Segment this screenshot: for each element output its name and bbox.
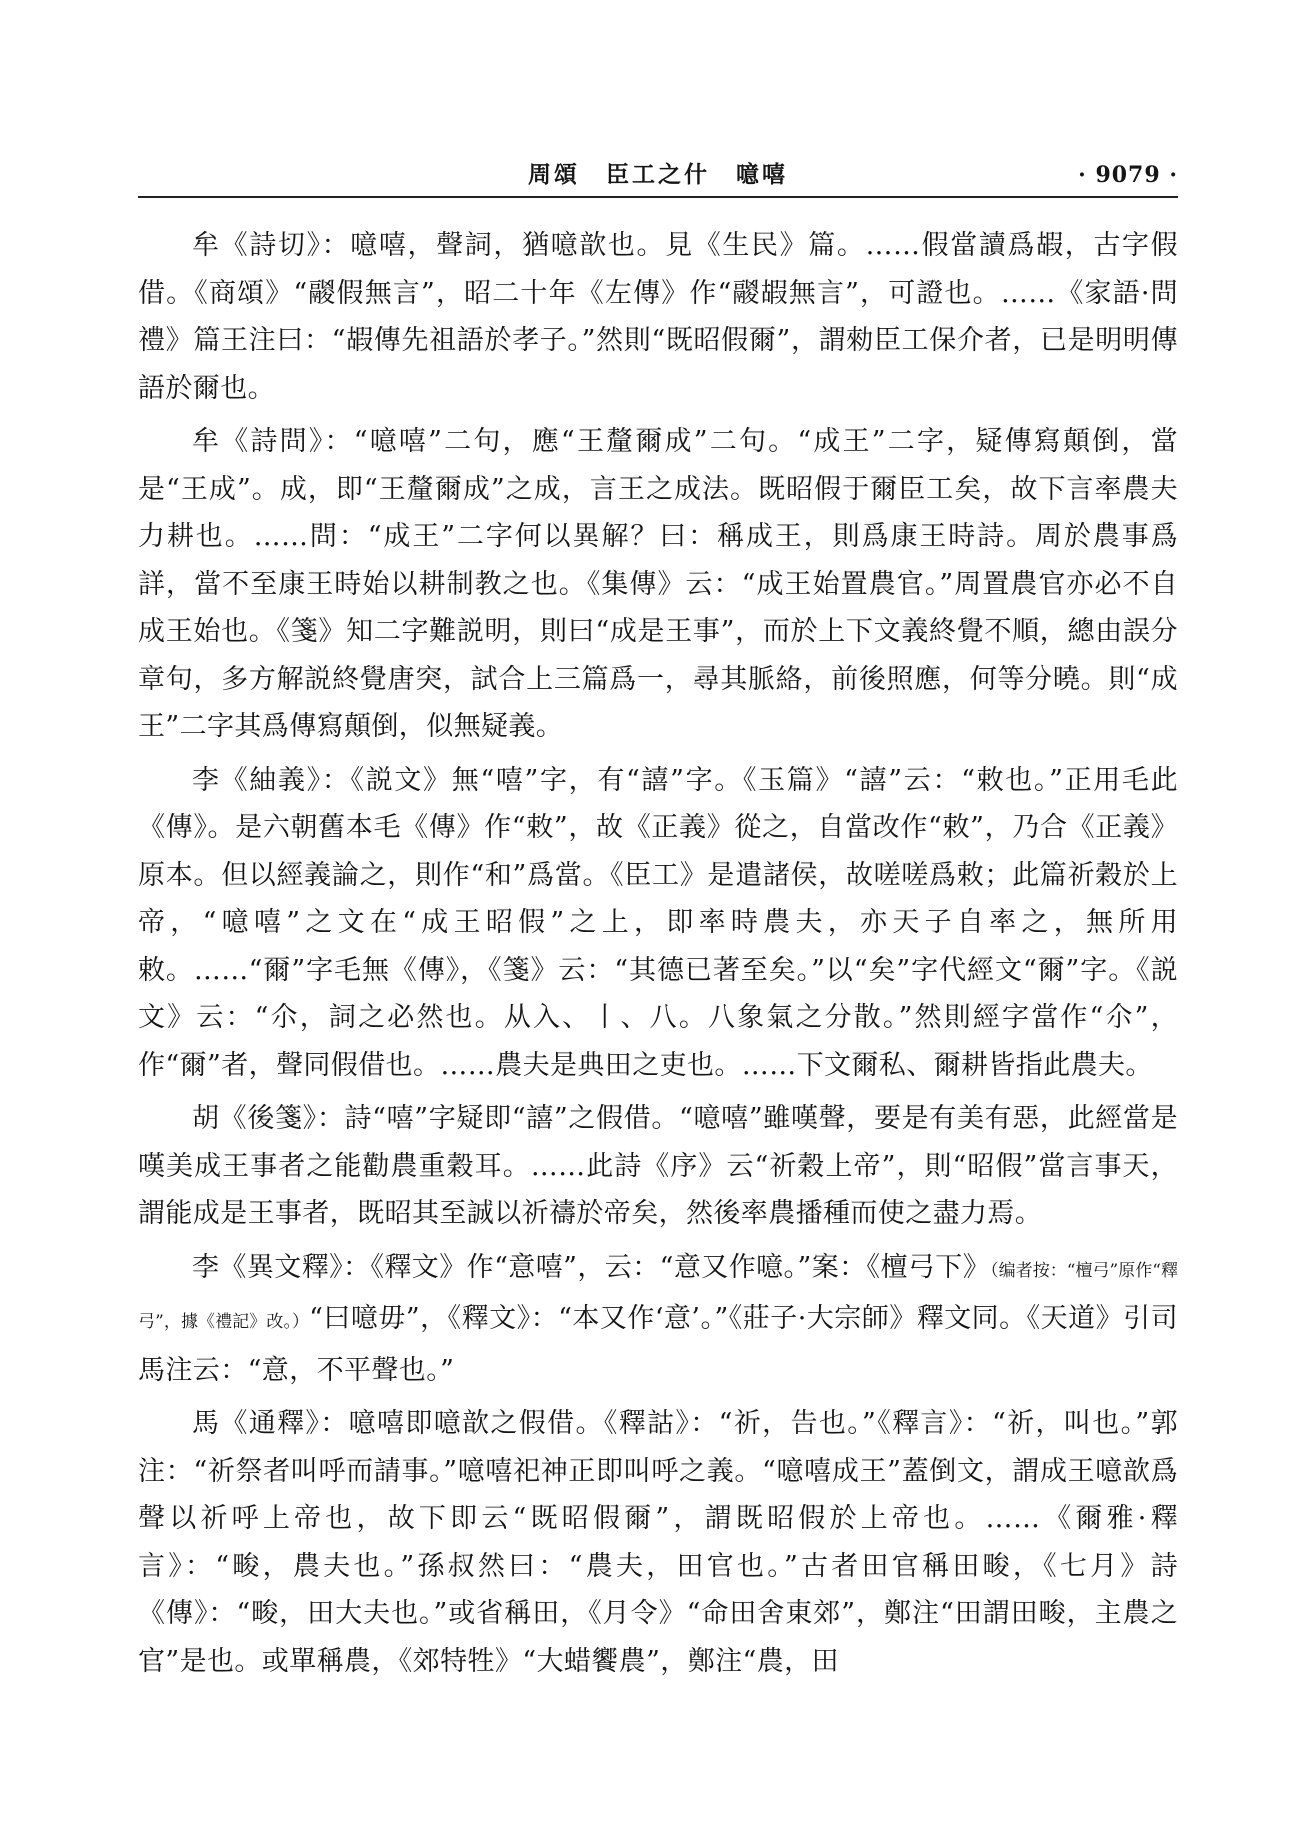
- paragraph-li-yiwenshi: [138, 1244, 1178, 1395]
- paragraph-ma-tongshi: 馬《通釋》：噫嘻即噫歆之假借。《釋詁》：“祈，告也。”《釋言》：“祈，叫也。”郭注：“祈祭者叫呼而請事。”噫嘻祀神正即叫呼之義。“噫嘻成王”蓋倒文，謂成王噫歆爲聲以祈呼上帝也，故下即云“既昭假爾”，謂既昭假於上帝也。……《爾雅·釋言》：“畯，農夫也。”孫叔然曰：“農夫，田官也。”古者田官稱田畯，《七月》詩《傳》：“畯，田大夫也。”或省稱田，《月令》“命田舍東郊”，鄭注“田謂田畯，主農之官”是也。或單稱農，《郊特牲》“大蜡饗農”，鄭注“農，田: [138, 1408, 1178, 1677]
- page-number: · 9079 ·: [1078, 162, 1178, 188]
- body-text: [138, 222, 1178, 1691]
- paragraph-text-after-note: “曰噫毋”，《釋文》：“本又作‘意’。”《莊子·大宗師》釋文同。《天道》引司馬注云：“意，不平聲也。”: [138, 1303, 1178, 1386]
- editor-note: （编者按：“檀弓”原作“釋弓”，據《禮記》改。）: [138, 1260, 1178, 1332]
- paragraph-text-before-note: 李《異文釋》：《釋文》作“意嘻”，云：“意又作噫。”案：《檀弓下》: [192, 1251, 991, 1283]
- paragraph-hu-houjian: 胡《後箋》：詩“嘻”字疑即“譆”之假借。“噫嘻”雖嘆聲，要是有美有惡，此經當是嘆美成王事者之能勸農重穀耳。……此詩《序》云“祈穀上帝”，則“昭假”當言事天，謂能成是王事者，既昭其至誠以祈禱於帝矣，然後率農播種而使之盡力焉。: [138, 1103, 1178, 1229]
- paragraph-li-chouyi: 李《紬義》：《説文》無“嘻”字，有“譆”字。《玉篇》“譆”云：“敕也。”正用毛此《傳》。是六朝舊本毛《傳》作“敕”，故《正義》從之，自當改作“敕”，乃合《正義》原本。但以經義論之，則作“和”爲當。《臣工》是遣諸侯，故嗟嗟爲敕；此篇祈穀於上帝，“噫嘻”之文在“成王昭假”之上，即率時農夫，亦天子自率之，無所用敕。……“爾”字毛無《傳》，《箋》云：“其德已著至矣。”以“矣”字代經文“爾”字。《説文》云：“尒，詞之必然也。从入、丨、八。八象氣之分散。”然則經字當作“尒”，作“爾”者，聲同假借也。……農夫是典田之吏也。……下文爾私、爾耕皆指此農夫。: [138, 764, 1178, 1081]
- running-header: [138, 158, 1178, 192]
- paragraph-mou-shiqie: 牟《詩切》：噫嘻，聲詞，猶噫歆也。見《生民》篇。……假當讀爲嘏，古字假借。《商頌》“鬷假無言”，昭二十年《左傳》作“鬷嘏無言”，可證也。……《家語·問禮》篇王注曰：“嘏傳先祖語於孝子。”然則“既昭假爾”，謂勑臣工保介者，已是明明傳語於爾也。: [138, 230, 1178, 404]
- header-title: 周頌 臣工之什 噫嘻: [528, 161, 788, 188]
- paragraph-mou-shiwen: 牟《詩問》：“噫嘻”二句，應“王釐爾成”二句。“成王”二字，疑傳寫顛倒，當是“王成”。成，即“王釐爾成”之成，言王之成法。既昭假于爾臣工矣，故下言率農夫力耕也。……問：“成王”二字何以異解？曰：稱成王，則爲康王時詩。周於農事爲詳，當不至康王時始以耕制教之也。《集傳》云：“成王始置農官。”周置農官亦必不自成王始也。《箋》知二字難説明，則曰“成是王事”，而於上下文義終覺不順，總由誤分章句，多方解説終覺唐突，試合上三篇爲一，尋其脈絡，前後照應，何等分曉。則“成王”二字其爲傳寫顛倒，似無疑義。: [138, 426, 1178, 742]
- header-rule: [138, 196, 1178, 198]
